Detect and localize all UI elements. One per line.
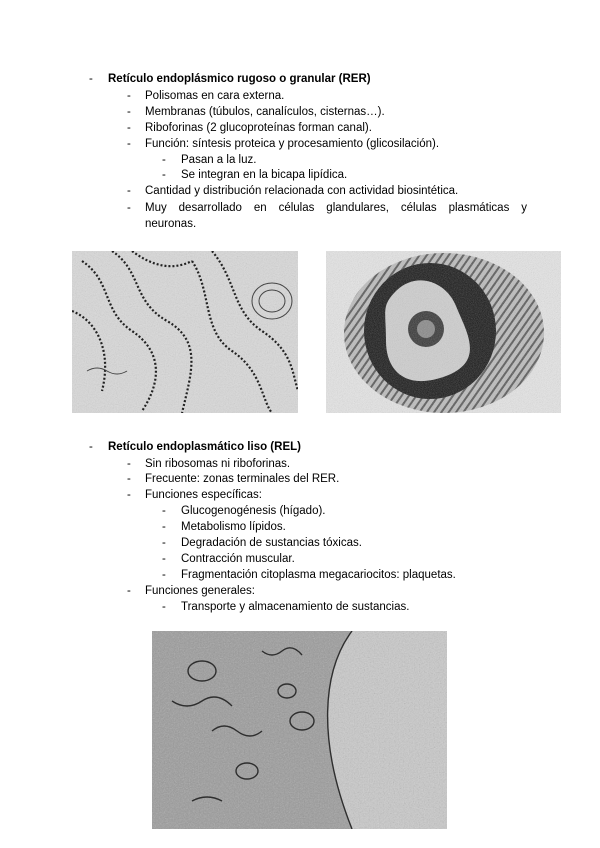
list-bullet: - [127,202,131,214]
sublist-item: Pasan a la luz. [181,154,257,166]
list-item-continuation: neuronas. [145,218,197,230]
list-bullet: - [127,138,131,150]
rer-micrograph-image [72,251,298,413]
sublist-bullet: - [162,569,166,581]
list-item: Cantidad y distribución relacionada con actividad biosintética. [145,185,459,197]
rer-bullet: - [89,73,93,85]
list-bullet: - [127,185,131,197]
sublist-bullet: - [162,553,166,565]
sublist-bullet: - [162,154,166,166]
sublist-bullet: - [162,169,166,181]
list-bullet: - [127,90,131,102]
sublist-item: Transporte y almacenamiento de sustancias. [181,601,410,613]
list-bullet: - [127,458,131,470]
list-item: Sin ribosomas ni riboforinas. [145,458,291,470]
rel-bullet: - [89,441,93,453]
list-bullet: - [127,106,131,118]
rel-micrograph-image [152,631,447,829]
list-bullet: - [127,473,131,485]
list-item: Función: síntesis proteica y procesamiento (glicosilación). [145,138,440,150]
rel-heading: Retículo endoplasmático liso (REL) [108,441,301,453]
list-item: Membranas (túbulos, canalículos, cisternas…). [145,106,385,118]
sublist-bullet: - [162,505,166,517]
sublist-item: Glucogenogénesis (hígado). [181,505,326,517]
sublist-bullet: - [162,601,166,613]
list-item: Polisomas en cara externa. [145,90,285,102]
sublist-item: Degradación de sustancias tóxicas. [181,537,362,549]
list-bullet: - [127,122,131,134]
list-item-justified: Muy desarrollado en células glandulares, células plasmáticas y [145,202,527,214]
sublist-bullet: - [162,537,166,549]
sublist-item: Se integran en la bicapa lipídica. [181,169,348,181]
list-item: Funciones específicas: [145,489,262,501]
list-bullet: - [127,489,131,501]
sublist-bullet: - [162,521,166,533]
list-item: Riboforinas (2 glucoproteínas forman canal). [145,122,372,134]
sublist-item: Contracción muscular. [181,553,295,565]
sublist-item: Metabolismo lípidos. [181,521,286,533]
list-item: Frecuente: zonas terminales del RER. [145,473,340,485]
rer-heading: Retículo endoplásmico rugoso o granular (RER) [108,73,371,85]
plasma-cell-micrograph-image [326,251,561,413]
list-item: Funciones generales: [145,585,255,597]
sublist-item: Fragmentación citoplasma megacariocitos: plaquetas. [181,569,456,581]
list-bullet: - [127,585,131,597]
